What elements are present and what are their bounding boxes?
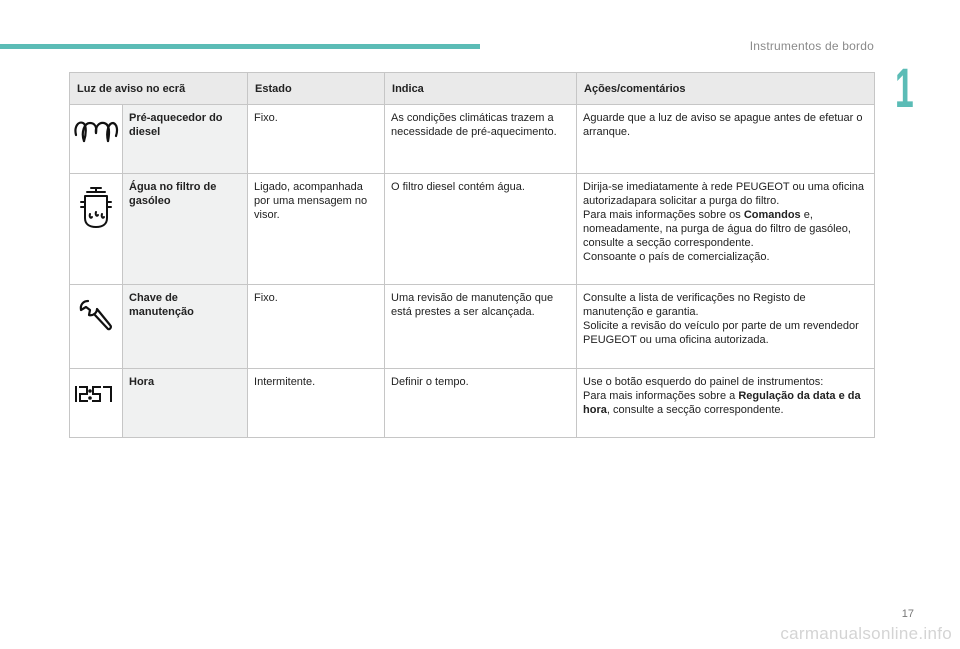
row-icon-cell bbox=[70, 174, 123, 285]
row-icon-cell bbox=[70, 285, 123, 369]
row-name: Pré-aquecedor do diesel bbox=[123, 105, 248, 174]
row-state: Fixo. bbox=[248, 105, 385, 174]
row-indicates: Uma revisão de manutenção que está prestes a ser alcançada. bbox=[385, 285, 577, 369]
action-text: , consulte a secção correspondente. bbox=[606, 404, 784, 416]
action-line: Dirija-se imediatamente à rede PEUGEOT ou uma oficina autorizadapara solicitar a purga do filtro. bbox=[583, 181, 865, 207]
action-line: Solicite a revisão do veículo por parte de um revendedor PEUGEOT ou uma oficina autorizada. bbox=[583, 320, 859, 346]
row-actions: Aguarde que a luz de aviso se apague antes de efetuar o arranque. bbox=[577, 105, 875, 174]
clock-display-icon bbox=[70, 369, 122, 429]
header-accent-bar bbox=[0, 44, 480, 49]
row-icon-cell bbox=[70, 369, 123, 438]
table-row bbox=[70, 285, 875, 369]
table-row bbox=[70, 174, 875, 285]
col-header-actions: Ações/comentários bbox=[577, 73, 875, 105]
section-title: Instrumentos de bordo bbox=[749, 39, 874, 53]
row-actions bbox=[577, 369, 875, 438]
row-icon-cell bbox=[70, 105, 123, 174]
action-emphasis: Comandos bbox=[743, 209, 801, 221]
row-actions bbox=[577, 285, 875, 369]
col-header-warning-light: Luz de aviso no ecrã bbox=[70, 73, 248, 105]
row-indicates: As condições climáticas trazem a necessidade de pré-aquecimento. bbox=[385, 105, 577, 174]
water-in-fuel-icon bbox=[70, 174, 122, 234]
action-text: Para mais informações sobre a bbox=[583, 390, 739, 402]
row-indicates: O filtro diesel contém água. bbox=[385, 174, 577, 285]
row-indicates: Definir o tempo. bbox=[385, 369, 577, 438]
table-row bbox=[70, 105, 875, 174]
page-number: 17 bbox=[901, 608, 914, 620]
action-line bbox=[583, 389, 868, 417]
action-line: Consoante o país de comercialização. bbox=[583, 251, 770, 263]
row-name: Água no filtro de gasóleo bbox=[123, 174, 248, 285]
action-text: Para mais informações sobre os bbox=[583, 209, 744, 221]
row-state: Intermitente. bbox=[248, 369, 385, 438]
table-header-row bbox=[70, 73, 875, 105]
action-line: Consulte a lista de verificações no Registo de manutenção e garantia. bbox=[583, 292, 806, 318]
watermark: carmanualsonline.info bbox=[780, 624, 952, 643]
row-state: Fixo. bbox=[248, 285, 385, 369]
row-actions bbox=[577, 174, 875, 285]
chapter-number: 1 bbox=[895, 56, 914, 119]
action-emphasis: Regulação da data e da hora bbox=[583, 390, 861, 416]
col-header-state: Estado bbox=[248, 73, 385, 105]
glow-plug-icon bbox=[70, 105, 122, 165]
wrench-icon bbox=[70, 285, 122, 345]
action-text: e, nomeadamente, na purga de água do filtro de gasóleo, consulte a secção correspondente. bbox=[583, 209, 851, 249]
row-name: Chave de manutenção bbox=[123, 285, 248, 369]
row-name: Hora bbox=[123, 369, 248, 438]
row-state: Ligado, acompanhada por uma mensagem no visor. bbox=[248, 174, 385, 285]
action-line bbox=[583, 208, 868, 250]
col-header-indicates: Indica bbox=[385, 73, 577, 105]
warning-lights-table bbox=[69, 72, 875, 438]
table-row bbox=[70, 369, 875, 438]
action-line: Use o botão esquerdo do painel de instrumentos: bbox=[583, 376, 824, 388]
